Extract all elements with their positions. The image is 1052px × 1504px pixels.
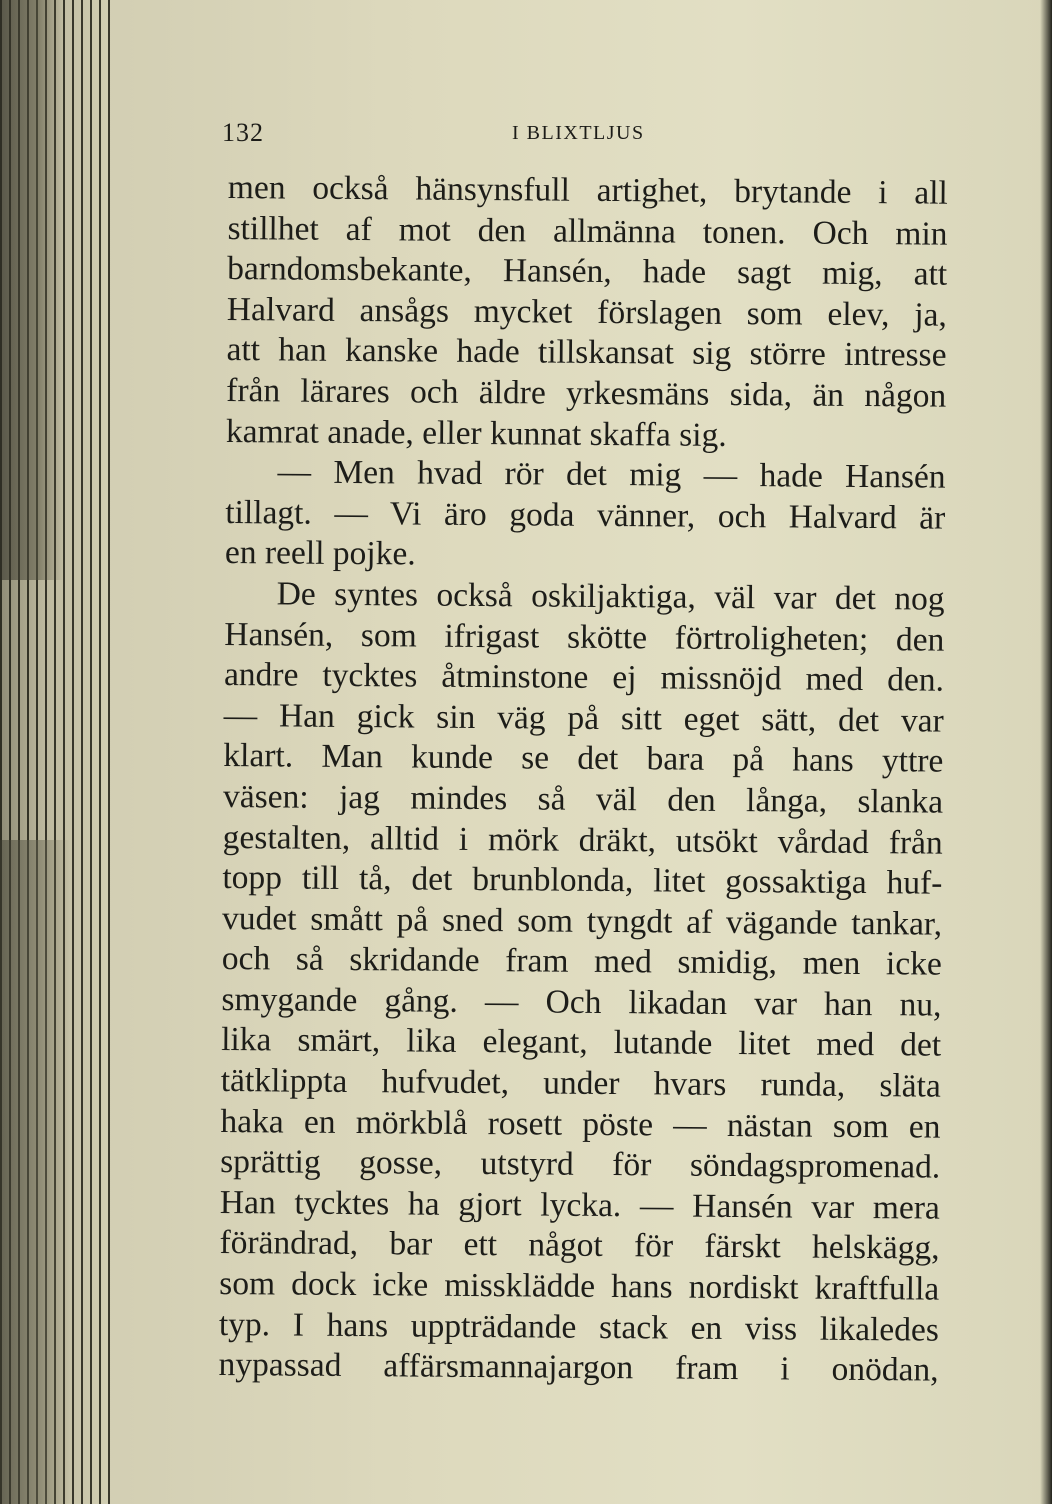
text-line: vudet smått på sned som tyngdt af vägande tankar, bbox=[221, 899, 943, 943]
text-line: men också hänsynsfull artighet, brytande i all bbox=[227, 168, 948, 212]
text-line: förändrad, bar ett något för färskt helskägg, bbox=[219, 1224, 940, 1268]
text-line: gestalten, alltid i mörk dräkt, utsökt vårdad från bbox=[222, 818, 943, 862]
text-line: tillagt. — Vi äro goda vänner, och Halvard är bbox=[225, 493, 946, 537]
text-line: från lärares och äldre yrkesmäns sida, än någon bbox=[226, 371, 947, 415]
text-line: en reell pojke. bbox=[224, 534, 416, 573]
text-line: klart. Man kunde se det bara på hans yttre bbox=[223, 737, 944, 780]
page-number: 132 bbox=[222, 118, 264, 147]
text-line: barndomsbekante, Hansén, hade sagt mig, att bbox=[227, 250, 948, 293]
text-line: topp till tå, det brunblonda, litet gossaktiga huf- bbox=[222, 859, 943, 902]
text-line: lika smärt, lika elegant, lutande litet med det bbox=[221, 1021, 942, 1065]
running-head bbox=[222, 118, 942, 152]
text-line: — Han gick sin väg på sitt eget sätt, det var bbox=[223, 696, 944, 740]
text-line: tätklippta hufvudet, under hvars runda, släta bbox=[220, 1062, 941, 1105]
text-line: och så skridande fram med smidig, men icke bbox=[221, 940, 942, 983]
text-line: sprättig gosse, utstyrd för söndagspromenad. bbox=[220, 1143, 941, 1186]
text-line: stillhet af mot den allmänna tonen. Och min bbox=[227, 209, 948, 253]
page-edge-shadow-bottom bbox=[0, 840, 70, 1504]
text-line: Halvard ansågs mycket förslagen som elev, ja, bbox=[226, 290, 948, 334]
text-line: väsen: jag mindes så väl den långa, slanka bbox=[222, 777, 944, 821]
text-line: Han tycktes ha gjort lycka. — Hansén var mera bbox=[219, 1183, 940, 1227]
page-edge-shadow-top bbox=[0, 0, 64, 580]
running-head-title: I BLIXTLJUS bbox=[512, 122, 645, 144]
text-line: De syntes också oskiljaktiga, väl var det nog bbox=[276, 575, 945, 618]
body-text bbox=[218, 168, 948, 1391]
text-line: nypassad affärsmannajargon fram i onödan, bbox=[218, 1346, 939, 1389]
text-line: andre tycktes åtminstone ej missnöjd med den. bbox=[223, 656, 945, 699]
text-line: smygande gång. — Och likadan var han nu, bbox=[221, 980, 942, 1024]
text-line: kamrat anade, eller kunnat skaffa sig. bbox=[225, 412, 727, 454]
text-line: att han kanske hade tillskansat sig större intresse bbox=[226, 331, 947, 375]
text-line: haka en mörkblå rosett pöste — nästan som en bbox=[220, 1102, 941, 1146]
text-line: typ. I hans uppträdande stack en viss likaledes bbox=[218, 1305, 940, 1349]
text-line: Hansén, som ifrigast skötte förtroligheten; den bbox=[224, 615, 945, 659]
text-line: — Men hvad rör det mig — hade Hansén bbox=[277, 453, 946, 496]
text-line: som dock icke missklädde hans nordiskt kraftfulla bbox=[219, 1264, 940, 1308]
scan-right-border bbox=[1040, 0, 1052, 1504]
